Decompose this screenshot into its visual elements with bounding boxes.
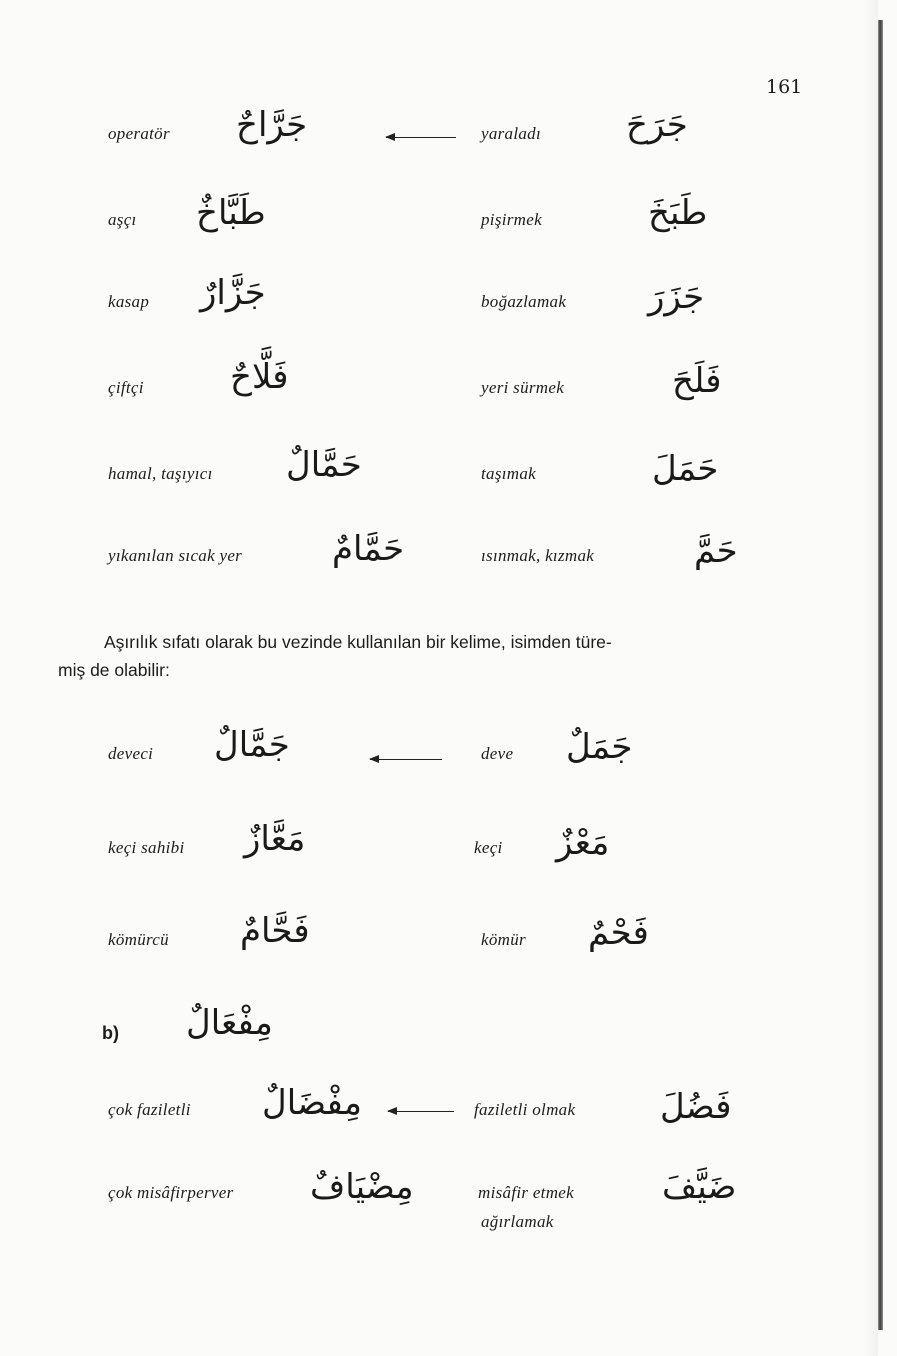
root-arabic-word: جَرَحَ — [626, 105, 688, 145]
derived-meaning: deveci — [108, 744, 154, 763]
derived-meaning: çiftçi — [108, 378, 144, 397]
derived-meaning: hamal, taşıyıcı — [108, 464, 213, 483]
root-arabic-word: حَمَّ — [694, 531, 738, 571]
root-arabic-word: ضَيَّفَ — [662, 1167, 737, 1207]
root-meaning: kömür — [481, 930, 526, 949]
derivation-arrow — [388, 1111, 454, 1112]
pattern-arabic-word: مِفْعَالٌ — [186, 1003, 273, 1043]
root-meaning: taşımak — [481, 464, 536, 483]
derived-arabic-word: مَعَّازٌ — [244, 819, 306, 859]
root-arabic-word: حَمَلَ — [652, 449, 719, 489]
root-meaning: misâfir etmek — [478, 1183, 574, 1202]
root-arabic-word: مَعْزٌ — [556, 823, 610, 863]
root-arabic-word: جَزَرَ — [648, 277, 705, 317]
page-number: 161 — [766, 76, 803, 98]
derived-arabic-word: حَمَّالٌ — [286, 445, 362, 485]
page-edge-shadow — [862, 0, 878, 1356]
derived-arabic-word: جَزَّارٌ — [200, 273, 266, 313]
root-meaning: boğazlamak — [481, 292, 567, 311]
root-arabic-word: طَبَخَ — [648, 193, 708, 233]
derived-meaning: operatör — [108, 124, 170, 143]
derived-meaning: yıkanılan sıcak yer — [108, 546, 243, 565]
root-meaning: yaraladı — [481, 124, 542, 143]
root-meaning: yeri sürmek — [481, 378, 565, 397]
derived-arabic-word: فَلَّاحٌ — [230, 357, 289, 397]
derived-meaning: çok faziletli — [108, 1100, 191, 1119]
derived-arabic-word: طَبَّاخٌ — [196, 193, 266, 233]
derived-arabic-word: مِفْضَالٌ — [262, 1083, 362, 1123]
derivation-arrow — [370, 759, 442, 760]
root-meaning: keçi — [474, 838, 503, 857]
explanation-paragraph — [58, 628, 808, 684]
derived-meaning: aşçı — [108, 210, 137, 229]
paragraph-line-2: miş de olabilir: — [58, 660, 170, 680]
root-meaning: deve — [481, 744, 514, 763]
derived-arabic-word: جَرَّاحٌ — [236, 105, 308, 145]
derived-arabic-word: جَمَّالٌ — [214, 725, 290, 765]
root-arabic-word: فَضُلَ — [660, 1087, 732, 1127]
root-arabic-word: فَحْمٌ — [588, 913, 649, 953]
derived-arabic-word: فَحَّامٌ — [240, 911, 310, 951]
root-meaning-second-line: ağırlamak — [481, 1212, 554, 1231]
root-meaning: pişirmek — [481, 210, 542, 229]
root-arabic-word: فَلَحَ — [672, 361, 722, 401]
derived-arabic-word: مِضْيَافٌ — [310, 1167, 414, 1207]
derived-meaning: kasap — [108, 292, 150, 311]
derived-meaning: çok misâfirperver — [108, 1183, 234, 1202]
derived-meaning: kömürcü — [108, 930, 169, 949]
root-meaning: ısınmak, kızmak — [481, 546, 595, 565]
derivation-arrow — [386, 137, 456, 138]
root-meaning: faziletli olmak — [474, 1100, 576, 1119]
derived-arabic-word: حَمَّامٌ — [332, 529, 405, 569]
paragraph-line-1: Aşırılık sıfatı olarak bu vezinde kullanılan bir kelime, isimden türe- — [104, 632, 612, 652]
derived-meaning: keçi sahibi — [108, 838, 185, 857]
page-edge-line — [878, 20, 883, 1330]
section-label: b) — [102, 1023, 119, 1043]
root-arabic-word: جَمَلٌ — [566, 727, 633, 767]
